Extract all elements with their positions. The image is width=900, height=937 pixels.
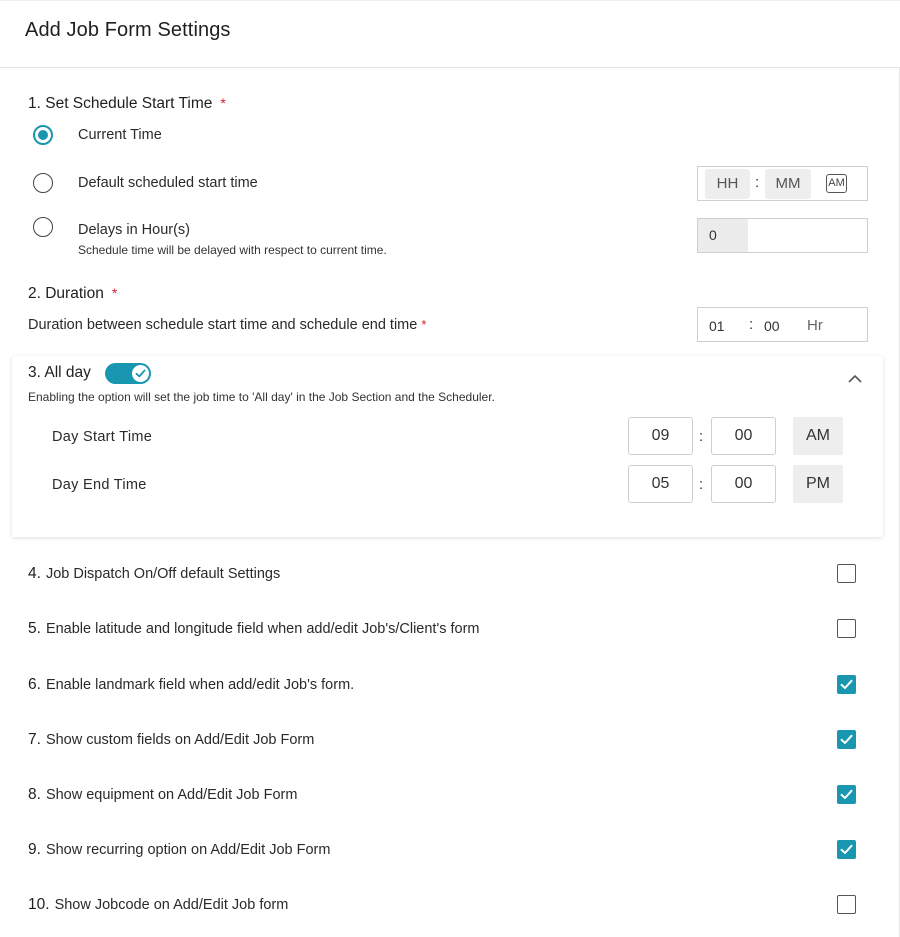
checkbox-job-dispatch[interactable] xyxy=(837,564,856,583)
schedule-section-title xyxy=(28,95,226,113)
day-end-period-button[interactable]: PM xyxy=(793,465,843,503)
duration-picker xyxy=(697,307,868,342)
all-day-help-text: Enabling the option will set the job time to 'All day' in the Job Section and the Scheduler. xyxy=(28,390,495,404)
duration-hours-input[interactable]: 01 xyxy=(709,318,725,334)
page-title: Add Job Form Settings xyxy=(25,19,231,41)
check-icon xyxy=(839,842,854,857)
option-recurring xyxy=(28,841,330,859)
all-day-toggle[interactable] xyxy=(105,363,151,384)
option-lat-long xyxy=(28,620,480,638)
page-header xyxy=(0,0,900,68)
option-equipment xyxy=(28,786,297,804)
option-label: Enable landmark field when add/edit Job's form. xyxy=(45,677,355,693)
day-start-time-label: Day Start Time xyxy=(52,429,153,445)
start-hour-input[interactable]: HH xyxy=(705,169,750,199)
option-job-dispatch xyxy=(28,565,280,583)
day-end-minute-input[interactable]: 00 xyxy=(711,465,776,503)
duration-unit: Hr xyxy=(807,317,823,334)
check-icon xyxy=(839,732,854,747)
day-end-time-label: Day End Time xyxy=(52,477,147,493)
radio-default-start-time[interactable] xyxy=(33,173,53,193)
duration-colon: : xyxy=(749,316,754,333)
option-label: Show Jobcode on Add/Edit Job form xyxy=(54,897,289,913)
option-number: 8. xyxy=(28,786,41,803)
option-landmark xyxy=(28,676,354,694)
default-start-time-picker xyxy=(697,166,868,201)
checkbox-equipment[interactable] xyxy=(837,785,856,804)
radio-delay-hours[interactable] xyxy=(33,217,53,237)
delay-help-text: Schedule time will be delayed with respect to current time. xyxy=(78,243,387,257)
required-mark: * xyxy=(220,95,226,111)
option-number: 6. xyxy=(28,676,41,693)
duration-section-title xyxy=(28,285,117,303)
option-custom-fields xyxy=(28,731,314,749)
checkbox-custom-fields[interactable] xyxy=(837,730,856,749)
option-label: Enable latitude and longitude field when add/edit Job's/Client's form xyxy=(45,621,480,637)
option-number: 9. xyxy=(28,841,41,858)
check-icon xyxy=(134,367,147,380)
option-number: 5. xyxy=(28,620,41,637)
radio-current-time-label: Current Time xyxy=(78,127,162,143)
delay-hours-value[interactable]: 0 xyxy=(698,219,748,252)
day-start-minute-input[interactable]: 00 xyxy=(711,417,776,455)
toggle-knob xyxy=(132,365,149,382)
delay-hours-field[interactable] xyxy=(697,218,868,253)
all-day-title: 3. All day xyxy=(28,364,91,381)
checkbox-landmark[interactable] xyxy=(837,675,856,694)
duration-title-text: 2. Duration xyxy=(28,285,104,302)
start-ampm-toggle[interactable]: AM xyxy=(826,174,847,193)
checkbox-recurring[interactable] xyxy=(837,840,856,859)
day-start-colon: : xyxy=(699,428,704,445)
schedule-title-text: 1. Set Schedule Start Time xyxy=(28,95,213,112)
radio-current-time[interactable] xyxy=(33,125,53,145)
duration-description xyxy=(28,317,426,333)
chevron-up-icon[interactable] xyxy=(848,374,862,383)
checkbox-lat-long[interactable] xyxy=(837,619,856,638)
day-start-hour-input[interactable]: 09 xyxy=(628,417,693,455)
option-label: Show recurring option on Add/Edit Job Form xyxy=(45,842,331,858)
radio-delay-hours-label: Delays in Hour(s) xyxy=(78,222,190,238)
radio-default-start-time-label: Default scheduled start time xyxy=(78,175,258,191)
check-icon xyxy=(839,677,854,692)
check-icon xyxy=(839,787,854,802)
duration-minutes-input[interactable]: 00 xyxy=(764,318,780,334)
day-end-hour-input[interactable]: 05 xyxy=(628,465,693,503)
option-label: Show equipment on Add/Edit Job Form xyxy=(45,787,298,803)
required-mark: * xyxy=(111,285,118,301)
option-label: Show custom fields on Add/Edit Job Form xyxy=(45,732,315,748)
day-start-period-button[interactable]: AM xyxy=(793,417,843,455)
option-jobcode xyxy=(28,896,288,914)
option-number: 10. xyxy=(28,896,50,913)
option-label: Job Dispatch On/Off default Settings xyxy=(45,566,281,582)
all-day-card xyxy=(12,356,883,537)
day-end-colon: : xyxy=(699,476,704,493)
required-mark: * xyxy=(421,317,427,332)
option-number: 7. xyxy=(28,731,41,748)
checkbox-jobcode[interactable] xyxy=(837,895,856,914)
start-time-colon: : xyxy=(755,174,760,191)
start-minute-input[interactable]: MM xyxy=(765,169,811,199)
option-number: 4. xyxy=(28,565,41,582)
duration-description-text: Duration between schedule start time and schedule end time xyxy=(28,317,418,333)
